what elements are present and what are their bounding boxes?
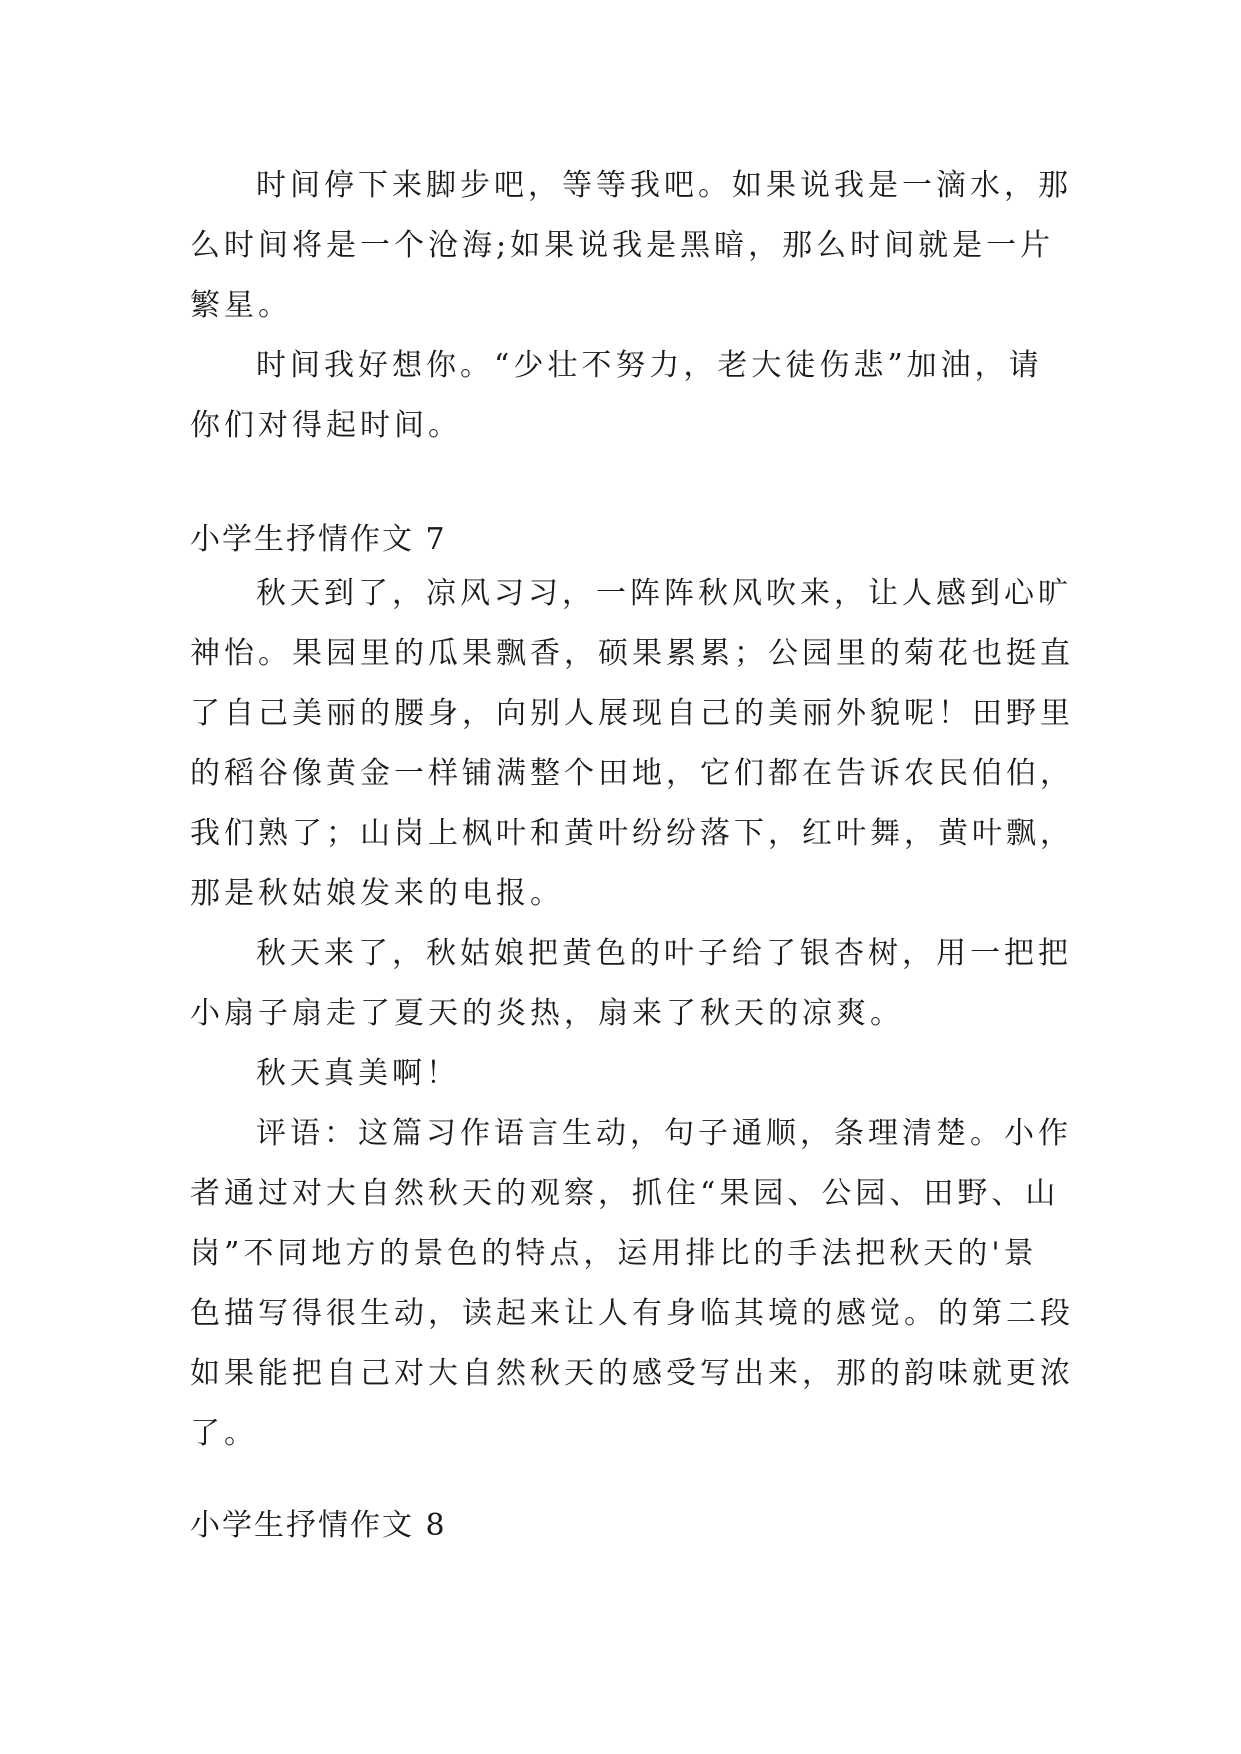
section-7-body [190, 564, 1074, 1464]
paragraph-line: 神怡。果园里的瓜果飘香，硕果累累；公园里的菊花也挺直 [190, 636, 1074, 671]
comment-line: 了。 [190, 1416, 258, 1451]
paragraph-line: 时间我好想你。“少壮不努力，老大徒伤悲”加油，请 [256, 348, 1043, 383]
paragraph-line: 我们熟了；山岗上枫叶和黄叶纷纷落下，红叶舞，黄叶飘， [190, 816, 1074, 851]
paragraph-line: 了自己美丽的腰身，向别人展现自己的美丽外貌呢！田野里 [190, 696, 1074, 731]
intro-paragraphs [190, 156, 1070, 456]
comment-line: 色描写得很生动，读起来让人有身临其境的感觉。的第二段 [190, 1296, 1074, 1331]
comment-line: 岗”不同地方的景色的特点，运用排比的手法把秋天的'景 [190, 1236, 1038, 1271]
paragraph-line: 秋天来了，秋姑娘把黄色的叶子给了银杏树，用一把把 [256, 936, 1072, 971]
comment-line: 者通过对大自然秋天的观察，抓住“果园、公园、田野、山 [190, 1176, 1060, 1211]
paragraph-line: 么时间将是一个沧海;如果说我是黑暗，那么时间就是一片 [190, 228, 1055, 263]
paragraph-line: 的稻谷像黄金一样铺满整个田地，它们都在告诉农民伯伯， [190, 756, 1074, 791]
comment-line: 如果能把自己对大自然秋天的感受写出来，那的韵味就更浓 [190, 1356, 1074, 1391]
section-7-title: 小学生抒情作文 7 [190, 522, 447, 557]
paragraph-line: 秋天到了，凉风习习，一阵阵秋风吹来，让人感到心旷 [256, 576, 1072, 611]
comment-line: 评语：这篇习作语言生动，句子通顺，条理清楚。小作 [256, 1116, 1072, 1151]
paragraph-line: 小扇子扇走了夏天的炎热，扇来了秋天的凉爽。 [190, 996, 904, 1031]
paragraph-line: 时间停下来脚步吧，等等我吧。如果说我是一滴水，那 [256, 168, 1072, 203]
paragraph-line: 那是秋姑娘发来的电报。 [190, 876, 564, 911]
paragraph-line: 秋天真美啊！ [256, 1056, 460, 1091]
paragraph-line: 你们对得起时间。 [190, 408, 462, 443]
section-8-title: 小学生抒情作文 8 [190, 1508, 447, 1543]
paragraph-line: 繁星。 [190, 288, 292, 323]
